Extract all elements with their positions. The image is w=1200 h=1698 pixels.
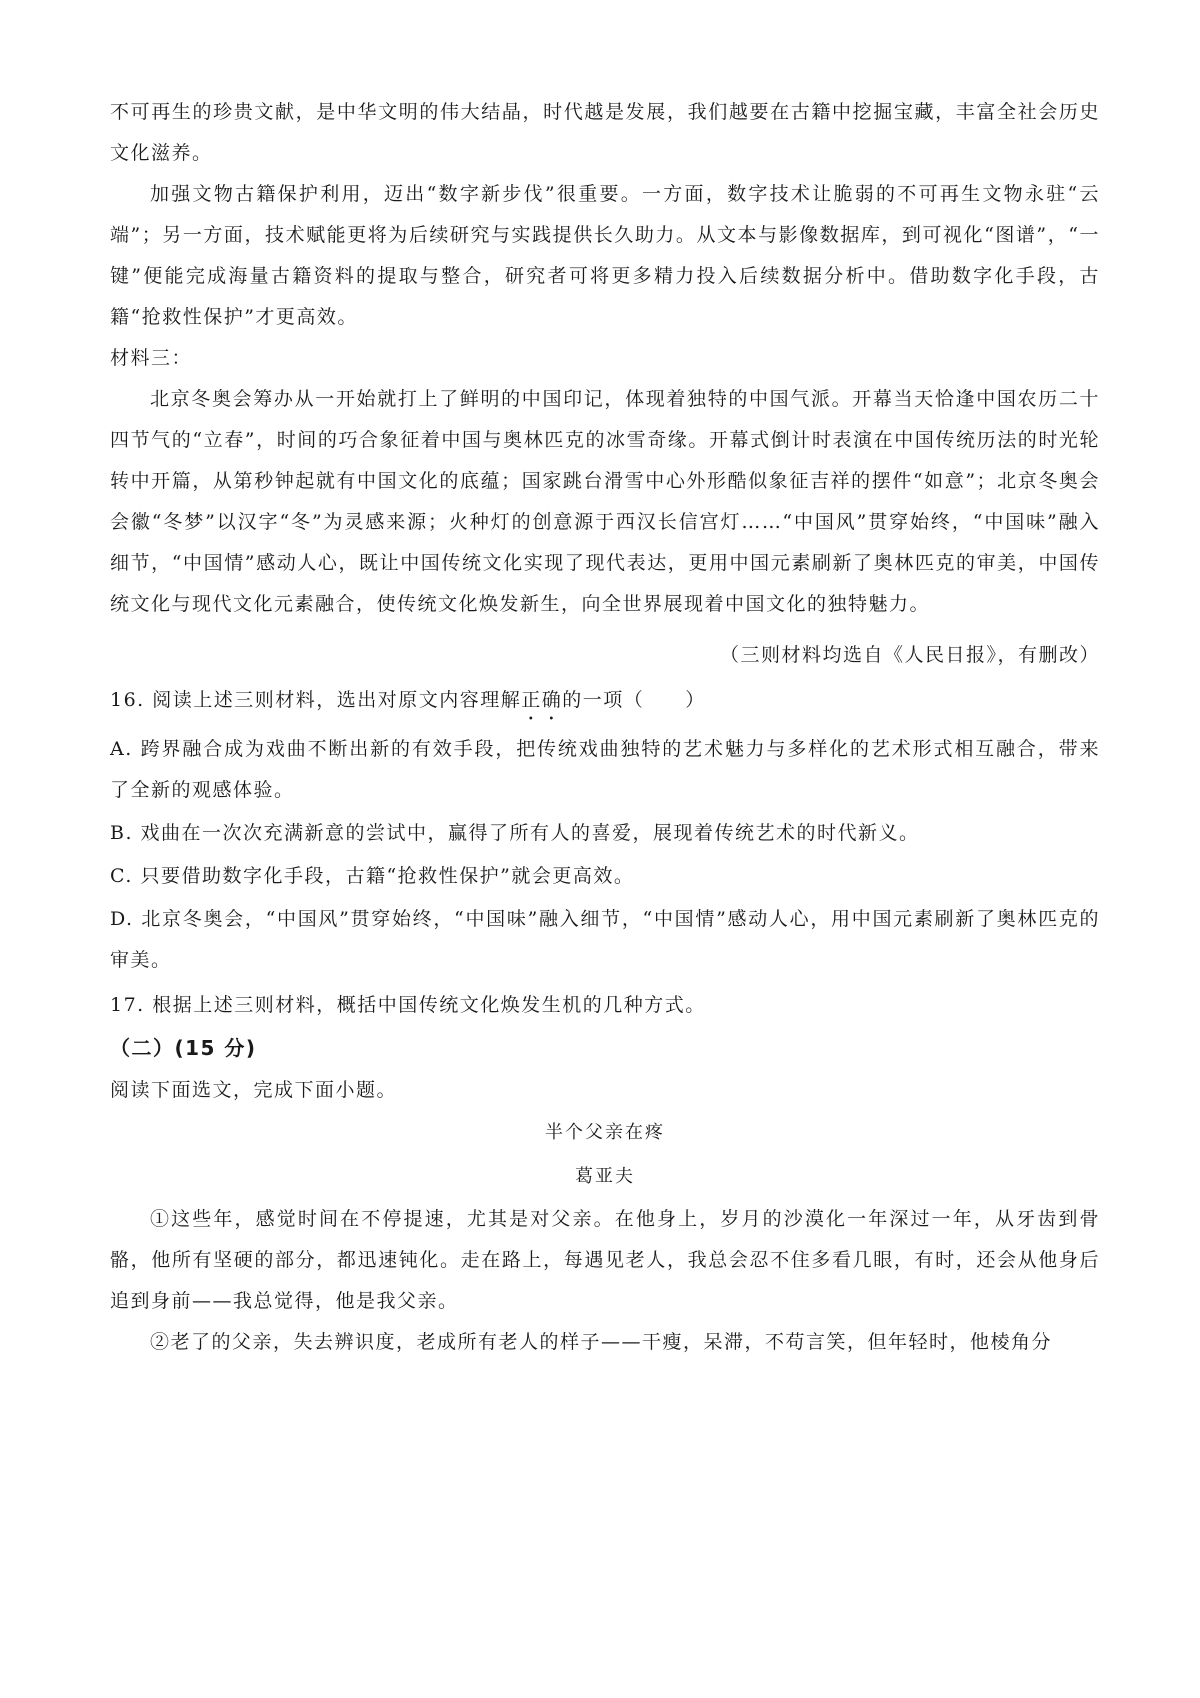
question-17: 17. 根据上述三则材料，概括中国传统文化焕发生机的几种方式。 (110, 994, 706, 1016)
intro-paragraph-end: 不可再生的珍贵文献，是中华文明的伟大结晶，时代越是发展，我们越要在古籍中挖掘宝藏，丰富全社会历史文化滋养。 (110, 101, 1100, 164)
article-author: 葛亚夫 (575, 1166, 635, 1187)
option-a: A. 跨界融合成为戏曲不断出新的有效手段，把传统戏曲独特的艺术魅力与多样化的艺术形式相互融合，带来了全新的观感体验。 (110, 738, 1100, 801)
option-c: C. 只要借助数字化手段，古籍“抢救性保护”就会更高效。 (110, 865, 635, 887)
digital-protection-paragraph: 加强文物古籍保护利用，迈出“数字新步伐”很重要。一方面，数字技术让脆弱的不可再生文物永驻“云端”；另一方面，技术赋能更将为后续研究与实践提供长久助力。从文本与影像数据库，到可视化“图谱”，“一键”便能完成海量古籍资料的提取与整合，研究者可将更多精力投入后续数据分析中。借助数字化手段，古籍“抢救性保护”才更高效。 (110, 183, 1100, 328)
option-b: B. 戏曲在一次次充满新意的尝试中，赢得了所有人的喜爱，展现着传统艺术的时代新义。 (110, 822, 920, 844)
emphasis-char-2: 确 (541, 689, 563, 711)
article-paragraph-2: ②老了的父亲，失去辨识度，老成所有老人的样子——干瘦，呆滞，不苟言笑，但年轻时，他棱角分 (150, 1331, 1053, 1353)
source-note: （三则材料均选自《人民日报》，有删改） (719, 644, 1100, 666)
question-16-suffix: 的一项（ ） (562, 689, 706, 711)
material3-label: 材料三： (110, 347, 193, 369)
emphasis-char-1: 正 (521, 689, 542, 711)
section-2-heading: （二）(15 分) (110, 1036, 257, 1060)
article-title: 半个父亲在疼 (545, 1122, 665, 1143)
article-paragraph-1: ①这些年，感觉时间在不停提速，尤其是对父亲。在他身上，岁月的沙漠化一年深过一年，从牙齿到骨骼，他所有坚硬的部分，都迅速钝化。走在路上，每遇见老人，我总会忍不住多看几眼，有时，还会从他身后追到身前——我总觉得，他是我父亲。 (110, 1208, 1100, 1312)
section-2-instruction: 阅读下面选文，完成下面小题。 (110, 1079, 398, 1101)
option-d: D. 北京冬奥会，“中国风”贯穿始终，“中国味”融入细节，“中国情”感动人心，用中国元素刷新了奥林匹克的审美。 (110, 908, 1100, 971)
document-page (110, 92, 1100, 1363)
question-16-prefix: 16. 阅读上述三则材料，选出对原文内容理解 (110, 689, 522, 711)
question-16 (110, 680, 1100, 721)
material3-paragraph: 北京冬奥会筹办从一开始就打上了鲜明的中国印记，体现着独特的中国气派。开幕当天恰逢中国农历二十四节气的“立春”，时间的巧合象征着中国与奥林匹克的冰雪奇缘。开幕式倒计时表演在中国传统历法的时光轮转中开篇，从第秒钟起就有中国文化的底蕴；国家跳台滑雪中心外形酷似象征吉祥的摆件“如意”；北京冬奥会会徽“冬梦”以汉字“冬”为灵感来源；火种灯的创意源于西汉长信宫灯……“中国风”贯穿始终，“中国味”融入细节，“中国情”感动人心，既让中国传统文化实现了现代表达，更用中国元素刷新了奥林匹克的审美，中国传统文化与现代文化元素融合，使传统文化焕发新生，向全世界展现着中国文化的独特魅力。 (110, 388, 1100, 615)
